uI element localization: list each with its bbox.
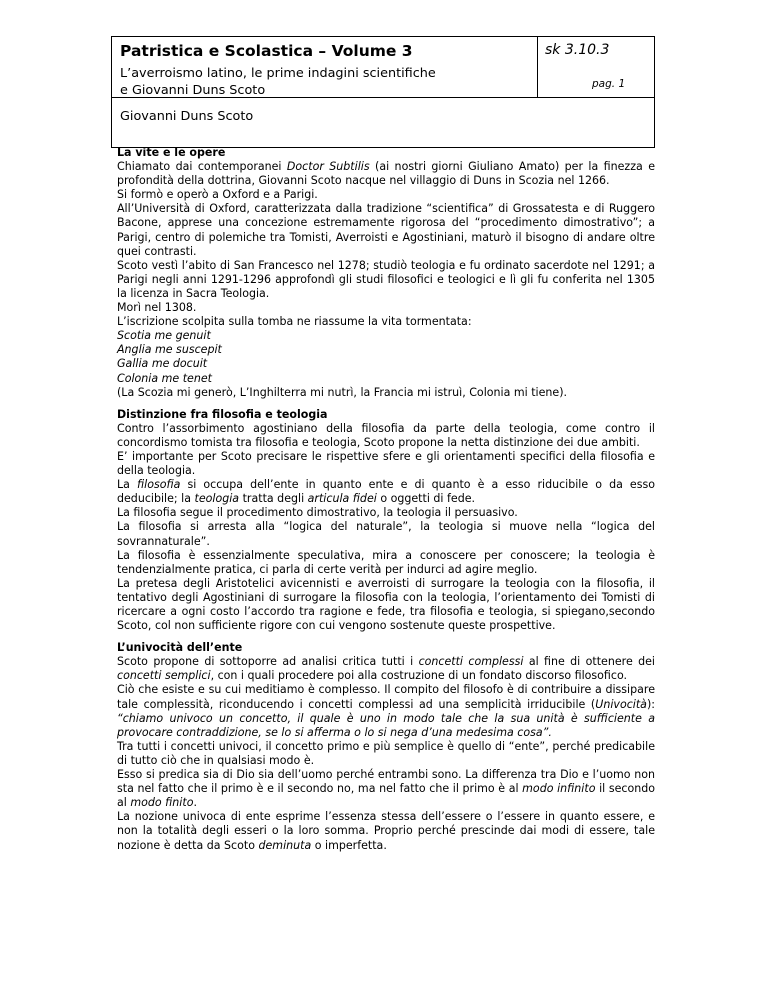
text-run: si occupa dell’ente in quanto ente e di quanto è a esso riducibile o da esso deducibile; la	[117, 478, 655, 506]
section-univocity	[117, 641, 655, 852]
text-run: ):	[646, 697, 655, 711]
italic-text: concetti complessi	[418, 655, 524, 669]
paragraph: La filosofia si arresta alla “logica del naturale”, la teologia si muove nella “logica del sovrannaturale”.	[117, 520, 655, 548]
text-run: Scoto propone di sottoporre ad analisi critica tutti i	[117, 655, 419, 669]
paragraph	[117, 655, 655, 683]
italic-text: deminuta	[258, 838, 312, 852]
text-run: o imperfetta.	[311, 838, 387, 852]
section-heading: La vite e le opere	[117, 146, 226, 159]
text-run: La nozione univoca di ente esprime l’essenza stessa dell’essere o l’essere in quanto essere, e non la totalità degli esseri o la loro somma. Proprio perché prescinde dai modi di essere, tale nozione è detta da Scoto	[117, 810, 655, 852]
text-run: , con i quali procedere poi alla costruzione di un fondato discorso filosofico.	[210, 669, 628, 683]
page-number: pag. 1	[592, 78, 626, 90]
document-body	[117, 146, 655, 861]
paragraph: Si formò e operò a Oxford e a Parigi.	[117, 188, 318, 202]
text-run: o oggetti di fede.	[376, 492, 476, 506]
paragraph: L’iscrizione scolpita sulla tomba ne riassume la vita tormentata:	[117, 315, 472, 329]
paragraph	[117, 810, 655, 852]
text-run: (ai nostri giorni Giuliano Amato) per la finezza e profondità della dottrina, Giovanni Scoto nacque nel villaggio di Duns in Scozia nel 1266.	[117, 160, 655, 188]
document-subtitle	[120, 65, 500, 99]
text-run: il secondo al	[117, 782, 655, 810]
text-run: Ciò che esiste e su cui meditiamo è complesso. Il compito del filosofo è di contribuire a dissipare tale complessità, riconducendo i concetti complessi ad una semplicità irriducibile (	[117, 683, 655, 711]
section-life-and-works	[117, 146, 655, 400]
paragraph: (La Scozia mi generò, L’Inghilterra mi nutrì, la Francia mi istruì, Colonia mi tiene).	[117, 385, 568, 399]
document-title: Patristica e Scolastica – Volume 3	[120, 42, 413, 60]
section-heading: Distinzione fra filosofia e teologia	[117, 407, 328, 421]
italic-text: modo finito	[130, 796, 194, 810]
epitaph-line: Gallia me docuit	[117, 357, 208, 371]
header-left	[120, 41, 500, 99]
epitaph-line: Anglia me suscepit	[117, 343, 222, 357]
document-code: sk 3.10.3	[545, 42, 610, 58]
paragraph	[117, 768, 655, 810]
paragraph: All’Università di Oxford, caratterizzata dalla tradizione “scientifica” di Grossatesta e di Ruggero Bacone, apprese una concezione estremamente rigorosa del “procedimento dimostrativo”; a Parigi, centro di polemiche tra Tomisti, Averroisti e Agostiniani, maturò il bisogno di andare oltre quei contrasti.	[117, 202, 655, 258]
paragraph	[117, 160, 655, 188]
paragraph: La filosofia è essenzialmente speculativa, mira a conoscere per conoscere; la teologia è tendenzialmente pratica, ci parla di certe verità per indurci ad agire meglio.	[117, 548, 655, 576]
text-run: Esso si predica sia di Dio sia dell’uomo perché entrambi sono. La differenza tra Dio e l’uomo non sta nel fatto che il primo è e il secondo no, ma nel fatto che il primo è al	[117, 768, 655, 796]
paragraph: Tra tutti i concetti univoci, il concetto primo e più semplice è quello di “ente”, perché predicabile di tutto ciò che in qualsiasi modo è.	[117, 739, 655, 767]
text-run: .	[193, 796, 197, 810]
section-heading: L’univocità dell’ente	[117, 641, 243, 655]
subtitle-line-1: L’averroismo latino, le prime indagini scientifiche	[120, 66, 436, 81]
italic-text: Univocità	[595, 697, 647, 711]
text-run: tratta degli	[239, 492, 308, 506]
paragraph	[117, 478, 655, 506]
section-philosophy-theology	[117, 408, 655, 634]
text-run: al fine di ottenere dei	[523, 655, 655, 669]
italic-text: Doctor Subtilis	[286, 160, 370, 174]
epitaph-line: Colonia me tenet	[117, 371, 212, 385]
paragraph: La filosofia segue il procedimento dimostrativo, la teologia il persuasivo.	[117, 506, 518, 520]
paragraph: La pretesa degli Aristotelici avicennisti e averroisti di surrogare la teologia con la filosofia, il tentativo degli Agostiniani di surrogare la filosofia con la teologia, l’orientamento dei Tomisti di ricercare a ogni costo l’accordo tra ragione e fede, tra filosofia e teologia, si spiegano,secondo Scoto, col non sufficiente rigore con cui vengono sostenute queste prospettive.	[117, 576, 655, 633]
epitaph-line: Scotia me genuit	[117, 329, 211, 343]
italic-text: filosofia	[137, 478, 181, 492]
italic-text: teologia	[194, 492, 240, 506]
italic-text: concetti semplici	[117, 669, 211, 683]
paragraph: Scoto vestì l’abito di San Francesco nel 1278; studiò teologia e fu ordinato sacerdote nel 1291; a Parigi negli anni 1291-1296 approfondì gli studi filosofici e teologici e lì gli fu conferita nel 1305 la licenza in Sacra Teologia.	[117, 258, 655, 300]
paragraph	[117, 683, 655, 739]
paragraph: Morì nel 1308.	[117, 301, 197, 315]
paragraph: E’ importante per Scoto precisare le rispettive sfere e gli orientamenti specifici della filosofia e della teologia.	[117, 449, 655, 478]
paragraph: Contro l’assorbimento agostiniano della filosofia da parte della teologia, come contro il concordismo tomista tra filosofia e teologia, Scoto propone la netta distinzione dei due ambiti.	[117, 421, 655, 449]
subtitle-line-2: e Giovanni Duns Scoto	[120, 83, 266, 98]
italic-text: articula fidei	[307, 492, 377, 506]
text-run: La	[117, 478, 137, 492]
document-header	[111, 36, 655, 148]
document-topic: Giovanni Duns Scoto	[120, 109, 254, 124]
text-run: Chiamato dai contemporanei	[117, 160, 287, 174]
header-divider	[537, 37, 538, 97]
italic-text: modo infinito	[522, 782, 596, 796]
italic-quote: “chiamo univoco un concetto, il quale è uno in modo tale che la sua unità è sufficiente a provocare contraddizione, se lo si afferma o lo si nega d’una medesima cosa”.	[117, 711, 655, 739]
